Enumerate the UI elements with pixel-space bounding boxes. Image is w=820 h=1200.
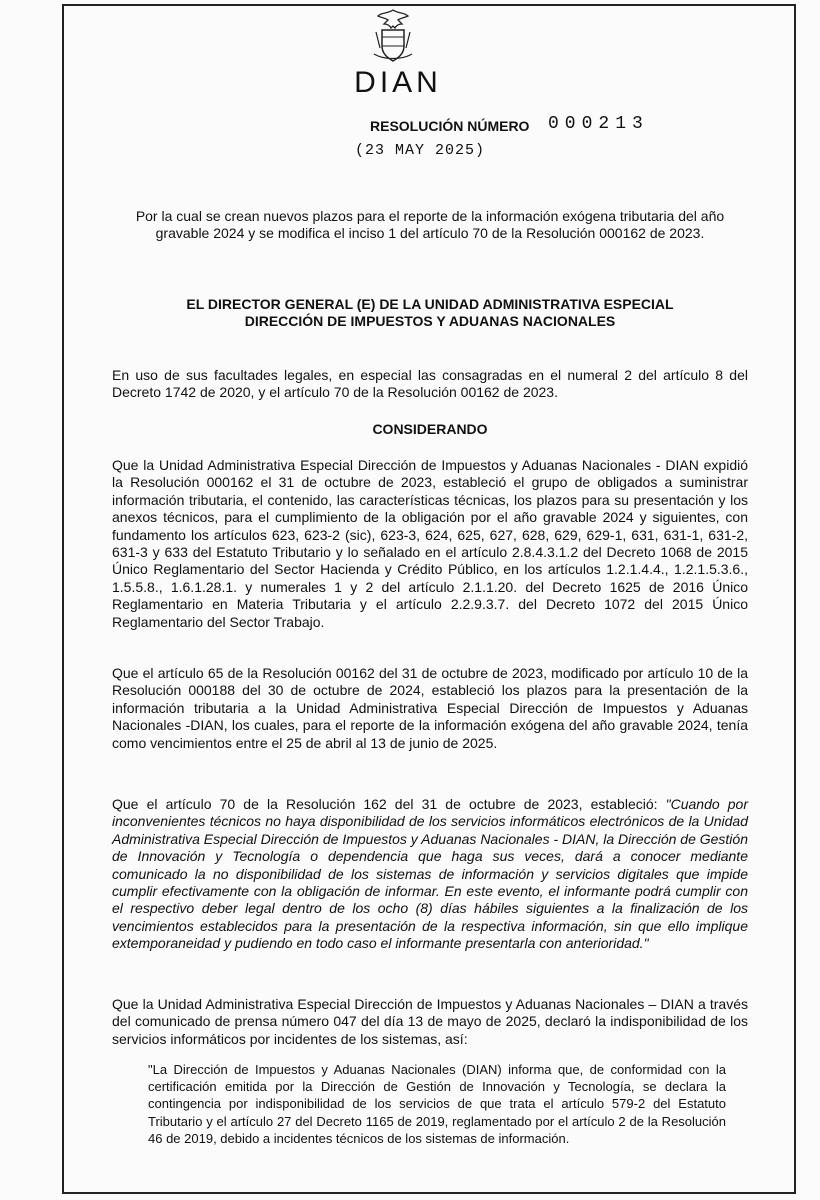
issuer-heading: [112, 296, 748, 331]
issuer-line-1: EL DIRECTOR GENERAL (E) DE LA UNIDAD ADMINISTRATIVA ESPECIAL: [186, 296, 674, 312]
resolution-label: RESOLUCIÓN NÚMERO: [370, 118, 530, 134]
paragraph-3: [112, 796, 748, 953]
paragraph-3-intro: Que el artículo 70 de la Resolución 162 del 31 de octubre de 2023, estableció:: [112, 796, 666, 812]
powers-paragraph: En uso de sus facultades legales, en especial las consagradas en el numeral 2 del artículo 8 del Decreto 1742 de 2020, y el artículo 70 de la Resolución 00162 de 2023.: [112, 367, 748, 401]
paragraph-2: Que el artículo 65 de la Resolución 00162 del 31 de octubre de 2023, modificado por artículo 10 de la Resolución 000188 del 30 de octubre de 2024, estableció los plazos para la presentación de la información tributaria a la Unidad Administrativa Especial Dirección de Impuestos y Aduanas Nacionales -DIAN, los cuales, para el reporte de la información exógena del año gravable 2024, tenía como vencimientos entre el 25 de abril al 13 de junio de 2025.: [112, 665, 748, 751]
paragraph-1: Que la Unidad Administrativa Especial Dirección de Impuestos y Aduanas Nacionales - DIAN expidió la Resolución 000162 el 31 de octubre de 2023, estableció el grupo de obligados a suministrar información tributaria, el contenido, las características técnicas, los plazos para su presentación y los anexos técnicos, para el cumplimiento de la obligación por el año gravable 2024 y siguientes, con fundamento los artículos 623, 623-2 (sic), 623-3, 624, 625, 627, 628, 629, 629-1, 631, 631-1, 631-2, 631-3 y 633 del Estatuto Tributario y lo señalado en el artículo 2.8.4.3.1.2 del Decreto 1068 de 2015 Único Reglamentario del Sector Hacienda y Crédito Público, en los artículos 1.2.1.4.4., 1.2.1.5.3.6., 1.5.5.8., 1.6.1.28.1. y numerales 1 y 2 del artículo 2.1.1.20. del Decreto 1625 de 2016 Único Reglamentario en Materia Tributaria y el artículo 2.2.9.3.7. del Decreto 1072 del 2015 Único Reglamentario del Sector Trabajo.: [112, 457, 748, 630]
issuer-line-2: DIRECCIÓN DE IMPUESTOS Y ADUANAS NACIONALES: [244, 313, 616, 330]
dian-logo: DIAN: [354, 66, 442, 99]
considerando-heading: CONSIDERANDO: [372, 421, 488, 437]
paragraph-4: Que la Unidad Administrativa Especial Dirección de Impuestos y Aduanas Nacionales – DIAN a través del comunicado de prensa número 047 del día 13 de mayo de 2025, declaró la indisponibilidad de los servicios informáticos por incidentes de los sistemas, así:: [112, 996, 748, 1047]
paragraph-5-quote: "La Dirección de Impuestos y Aduanas Nacionales (DIAN) informa que, de conformidad con la certificación emitida por la Dirección de Gestión de Innovación y Tecnología, se declara la contingencia por indisponibilidad de los servicios de que trata el artículo 579-2 del Estatuto Tributario y el artículo 27 del Decreto 1165 de 2019, reglamentado por el artículo 2 de la Resolución 46 de 2019, debido a incidentes técnicos de los sistemas de información.: [148, 1062, 726, 1146]
resolution-number: 000213: [548, 114, 649, 134]
resolution-subject: Por la cual se crean nuevos plazos para el reporte de la información exógena tributaria del año gravable 2024 y se modifica el inciso 1 del artículo 70 de la Resolución 000162 de 2023.: [135, 208, 725, 242]
coat-of-arms-icon: [370, 8, 416, 64]
paragraph-3-quote: "Cuando por inconvenientes técnicos no haya disponibilidad de los servicios informáticos electrónicos de la Unidad Administrativa Especial Dirección de Impuestos y Aduanas Nacionales - DIAN, la Dirección de Gestión de Innovación y Tecnología o dependencia que haga sus veces, dará a conocer mediante comunicado la no disponibilidad de los sistemas de información y servicios digitales que impide cumplir efectivamente con la obligación de informar. En este evento, el informante podrá cumplir con el respectivo deber legal dentro de los ocho (8) días hábiles siguientes a la finalización de los vencimientos establecidos para la presentación de la respectiva información, sin que ello implique extemporaneidad y pudiendo en todo caso el informante presentarla con anterioridad.": [112, 796, 748, 952]
resolution-date: (23 MAY 2025): [355, 142, 486, 159]
